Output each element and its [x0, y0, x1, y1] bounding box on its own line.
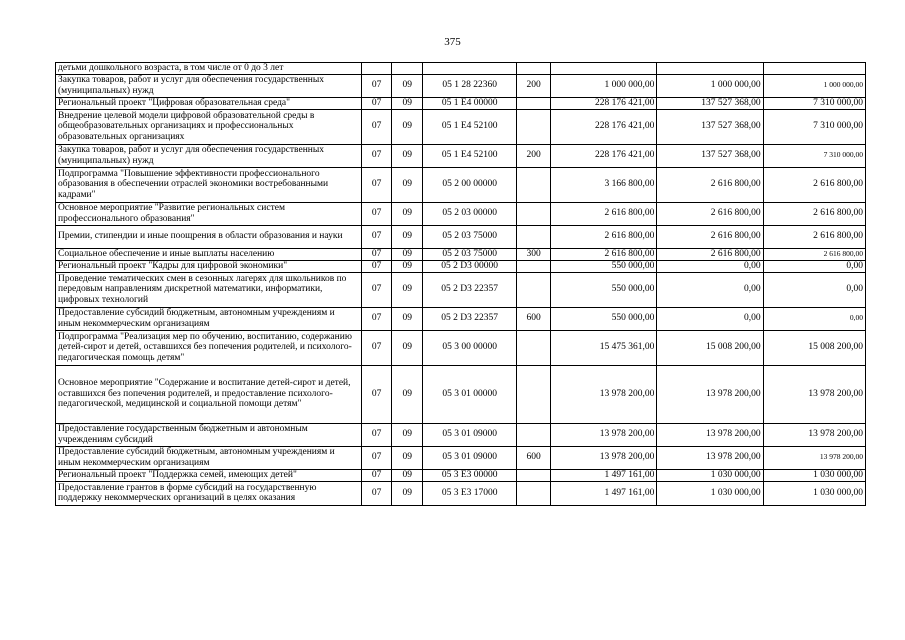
- row-amount-1-cell: 13 978 200,00: [550, 423, 656, 446]
- row-name-cell: Основное мероприятие "Развитие региональных систем профессионального образования": [56, 202, 362, 225]
- row-subsection-cell: 09: [392, 248, 423, 260]
- row-section-cell: 07: [361, 365, 392, 423]
- row-amount-1-cell: 550 000,00: [550, 307, 656, 330]
- row-amount-1-cell: 1 497 161,00: [550, 469, 656, 481]
- row-amount-1-cell: 13 978 200,00: [550, 446, 656, 469]
- row-section-cell: 07: [361, 260, 392, 272]
- row-amount-3-cell: [763, 63, 865, 75]
- row-name-cell: Предоставление государственным бюджетным и автономным учреждениям субсидий: [56, 423, 362, 446]
- row-name-cell: Региональный проект "Поддержка семей, имеющих детей": [56, 469, 362, 481]
- row-amount-1-cell: 2 616 800,00: [550, 248, 656, 260]
- row-subsection-cell: 09: [392, 307, 423, 330]
- row-section-cell: 07: [361, 97, 392, 109]
- row-target-article-cell: 05 2 D3 22357: [423, 307, 517, 330]
- row-subsection-cell: 09: [392, 144, 423, 167]
- row-subsection-cell: 09: [392, 260, 423, 272]
- row-amount-2-cell: 1 030 000,00: [657, 481, 763, 505]
- row-target-article-cell: [423, 63, 517, 75]
- table-row: [56, 167, 866, 202]
- row-subsection-cell: 09: [392, 202, 423, 225]
- row-amount-2-cell: 137 527 368,00: [657, 144, 763, 167]
- row-amount-1-cell: 228 176 421,00: [550, 109, 656, 144]
- row-section-cell: 07: [361, 469, 392, 481]
- row-expense-type-cell: 600: [517, 446, 551, 469]
- table-row: [56, 202, 866, 225]
- row-subsection-cell: 09: [392, 365, 423, 423]
- row-expense-type-cell: [517, 167, 551, 202]
- row-section-cell: 07: [361, 330, 392, 365]
- row-subsection-cell: 09: [392, 97, 423, 109]
- row-amount-2-cell: 2 616 800,00: [657, 202, 763, 225]
- row-amount-3-cell: 1 000 000,00: [763, 74, 865, 97]
- row-expense-type-cell: 200: [517, 144, 551, 167]
- row-target-article-cell: 05 3 01 09000: [423, 423, 517, 446]
- page-number: 375: [444, 36, 461, 48]
- table-row: [56, 144, 866, 167]
- row-amount-3-cell: 2 616 800,00: [763, 225, 865, 248]
- row-section-cell: 07: [361, 74, 392, 97]
- row-section-cell: 07: [361, 481, 392, 505]
- row-amount-2-cell: 1 030 000,00: [657, 469, 763, 481]
- row-amount-2-cell: 2 616 800,00: [657, 248, 763, 260]
- row-subsection-cell: 09: [392, 225, 423, 248]
- row-amount-1-cell: 1 497 161,00: [550, 481, 656, 505]
- row-amount-3-cell: 13 978 200,00: [763, 446, 865, 469]
- row-target-article-cell: 05 2 D3 22357: [423, 272, 517, 307]
- row-target-article-cell: 05 3 Е3 17000: [423, 481, 517, 505]
- row-amount-3-cell: 0,00: [763, 260, 865, 272]
- row-name-cell: Подпрограмма "Повышение эффективности профессионального образования в обеспечении отраслей экономики востребованными кадрами": [56, 167, 362, 202]
- table-row: [56, 469, 866, 481]
- row-subsection-cell: 09: [392, 74, 423, 97]
- table-row: [56, 481, 866, 505]
- row-section-cell: 07: [361, 272, 392, 307]
- row-subsection-cell: 09: [392, 481, 423, 505]
- row-amount-1-cell: 2 616 800,00: [550, 202, 656, 225]
- row-section-cell: 07: [361, 167, 392, 202]
- row-target-article-cell: 05 2 03 00000: [423, 202, 517, 225]
- row-amount-3-cell: 7 310 000,00: [763, 144, 865, 167]
- row-amount-3-cell: 0,00: [763, 272, 865, 307]
- row-target-article-cell: 05 2 D3 00000: [423, 260, 517, 272]
- row-section-cell: 07: [361, 225, 392, 248]
- row-amount-2-cell: [657, 63, 763, 75]
- row-amount-3-cell: 13 978 200,00: [763, 423, 865, 446]
- row-expense-type-cell: [517, 202, 551, 225]
- row-amount-3-cell: 13 978 200,00: [763, 365, 865, 423]
- row-target-article-cell: 05 1 Е4 52100: [423, 109, 517, 144]
- row-amount-1-cell: 13 978 200,00: [550, 365, 656, 423]
- row-target-article-cell: 05 1 28 22360: [423, 74, 517, 97]
- row-expense-type-cell: [517, 365, 551, 423]
- row-subsection-cell: 09: [392, 167, 423, 202]
- row-amount-2-cell: 13 978 200,00: [657, 423, 763, 446]
- row-target-article-cell: 05 3 01 09000: [423, 446, 517, 469]
- row-amount-1-cell: [550, 63, 656, 75]
- row-subsection-cell: 09: [392, 446, 423, 469]
- table-row: [56, 109, 866, 144]
- row-subsection-cell: 09: [392, 109, 423, 144]
- row-target-article-cell: 05 2 03 75000: [423, 248, 517, 260]
- table-row: [56, 365, 866, 423]
- row-amount-2-cell: 0,00: [657, 260, 763, 272]
- row-expense-type-cell: 300: [517, 248, 551, 260]
- row-amount-3-cell: 7 310 000,00: [763, 97, 865, 109]
- row-amount-2-cell: 2 616 800,00: [657, 167, 763, 202]
- row-section-cell: 07: [361, 423, 392, 446]
- row-amount-2-cell: 0,00: [657, 307, 763, 330]
- row-amount-2-cell: 0,00: [657, 272, 763, 307]
- row-expense-type-cell: [517, 97, 551, 109]
- row-expense-type-cell: [517, 63, 551, 75]
- row-section-cell: 07: [361, 446, 392, 469]
- row-amount-3-cell: 7 310 000,00: [763, 109, 865, 144]
- row-name-cell: Предоставление грантов в форме субсидий на государственную поддержку некоммерческих организаций в целях оказания: [56, 481, 362, 505]
- table-row: [56, 63, 866, 75]
- table-row: [56, 272, 866, 307]
- row-target-article-cell: 05 2 00 00000: [423, 167, 517, 202]
- row-expense-type-cell: [517, 272, 551, 307]
- row-expense-type-cell: [517, 469, 551, 481]
- row-section-cell: 07: [361, 307, 392, 330]
- row-amount-2-cell: 13 978 200,00: [657, 446, 763, 469]
- table-row: [56, 225, 866, 248]
- row-subsection-cell: 09: [392, 330, 423, 365]
- table-row: [56, 97, 866, 109]
- row-expense-type-cell: [517, 225, 551, 248]
- row-amount-1-cell: 228 176 421,00: [550, 97, 656, 109]
- row-expense-type-cell: 600: [517, 307, 551, 330]
- row-target-article-cell: 05 1 Е4 52100: [423, 144, 517, 167]
- row-amount-2-cell: 2 616 800,00: [657, 225, 763, 248]
- row-expense-type-cell: [517, 481, 551, 505]
- row-target-article-cell: 05 3 01 00000: [423, 365, 517, 423]
- row-subsection-cell: 09: [392, 423, 423, 446]
- row-section-cell: 07: [361, 109, 392, 144]
- row-name-cell: Предоставление субсидий бюджетным, автономным учреждениям и иным некоммерческим организациям: [56, 307, 362, 330]
- row-amount-2-cell: 1 000 000,00: [657, 74, 763, 97]
- row-amount-1-cell: 228 176 421,00: [550, 144, 656, 167]
- row-amount-3-cell: 2 616 800,00: [763, 202, 865, 225]
- row-section-cell: [361, 63, 392, 75]
- row-amount-3-cell: 15 008 200,00: [763, 330, 865, 365]
- row-expense-type-cell: [517, 109, 551, 144]
- row-target-article-cell: 05 2 03 75000: [423, 225, 517, 248]
- row-expense-type-cell: [517, 423, 551, 446]
- row-amount-1-cell: 1 000 000,00: [550, 74, 656, 97]
- row-name-cell: Подпрограмма "Реализация мер по обучению, воспитанию, содержанию детей-сирот и детей, оставшихся без попечения родителей, и психолого-педагогическая помощь детям": [56, 330, 362, 365]
- row-expense-type-cell: [517, 330, 551, 365]
- row-amount-2-cell: 137 527 368,00: [657, 109, 763, 144]
- row-name-cell: Внедрение целевой модели цифровой образовательной среды в общеобразовательных организациях и профессиональных образовательных организациях: [56, 109, 362, 144]
- table-row: [56, 260, 866, 272]
- row-name-cell: детьми дошкольного возраста, в том числе от 0 до 3 лет: [56, 63, 362, 75]
- row-name-cell: Проведение тематических смен в сезонных лагерях для школьников по передовым направлениям дискретной математики, информатики, цифровых технологий: [56, 272, 362, 307]
- row-name-cell: Региональный проект "Кадры для цифровой экономики": [56, 260, 362, 272]
- row-section-cell: 07: [361, 144, 392, 167]
- row-amount-3-cell: 2 616 800,00: [763, 167, 865, 202]
- row-section-cell: 07: [361, 248, 392, 260]
- row-subsection-cell: 09: [392, 272, 423, 307]
- row-amount-3-cell: 1 030 000,00: [763, 469, 865, 481]
- row-amount-2-cell: 137 527 368,00: [657, 97, 763, 109]
- row-expense-type-cell: [517, 260, 551, 272]
- row-amount-2-cell: 13 978 200,00: [657, 365, 763, 423]
- table-row: [56, 446, 866, 469]
- row-name-cell: Закупка товаров, работ и услуг для обеспечения государственных (муниципальных) нужд: [56, 74, 362, 97]
- row-target-article-cell: 05 3 00 00000: [423, 330, 517, 365]
- row-target-article-cell: 05 3 Е3 00000: [423, 469, 517, 481]
- row-amount-3-cell: 1 030 000,00: [763, 481, 865, 505]
- row-amount-1-cell: 3 166 800,00: [550, 167, 656, 202]
- table-row: [56, 330, 866, 365]
- row-name-cell: Основное мероприятие "Содержание и воспитание детей-сирот и детей, оставшихся без попечения родителей, и предоставление психолого-педагогической, медицинской и социальной помощи детям": [56, 365, 362, 423]
- row-name-cell: Премии, стипендии и иные поощрения в области образования и науки: [56, 225, 362, 248]
- table-row: [56, 248, 866, 260]
- row-amount-1-cell: 550 000,00: [550, 260, 656, 272]
- row-subsection-cell: [392, 63, 423, 75]
- row-name-cell: Региональный проект "Цифровая образовательная среда": [56, 97, 362, 109]
- row-name-cell: Предоставление субсидий бюджетным, автономным учреждениям и иным некоммерческим организациям: [56, 446, 362, 469]
- table-row: [56, 74, 866, 97]
- budget-table: [55, 62, 866, 506]
- row-target-article-cell: 05 1 Е4 00000: [423, 97, 517, 109]
- row-subsection-cell: 09: [392, 469, 423, 481]
- row-amount-1-cell: 550 000,00: [550, 272, 656, 307]
- row-section-cell: 07: [361, 202, 392, 225]
- table-row: [56, 307, 866, 330]
- row-amount-2-cell: 15 008 200,00: [657, 330, 763, 365]
- row-amount-3-cell: 2 616 800,00: [763, 248, 865, 260]
- row-amount-1-cell: 15 475 361,00: [550, 330, 656, 365]
- row-expense-type-cell: 200: [517, 74, 551, 97]
- row-name-cell: Социальное обеспечение и иные выплаты населению: [56, 248, 362, 260]
- row-amount-1-cell: 2 616 800,00: [550, 225, 656, 248]
- table-body: [56, 63, 866, 506]
- table-row: [56, 423, 866, 446]
- row-amount-3-cell: 0,00: [763, 307, 865, 330]
- row-name-cell: Закупка товаров, работ и услуг для обеспечения государственных (муниципальных) нужд: [56, 144, 362, 167]
